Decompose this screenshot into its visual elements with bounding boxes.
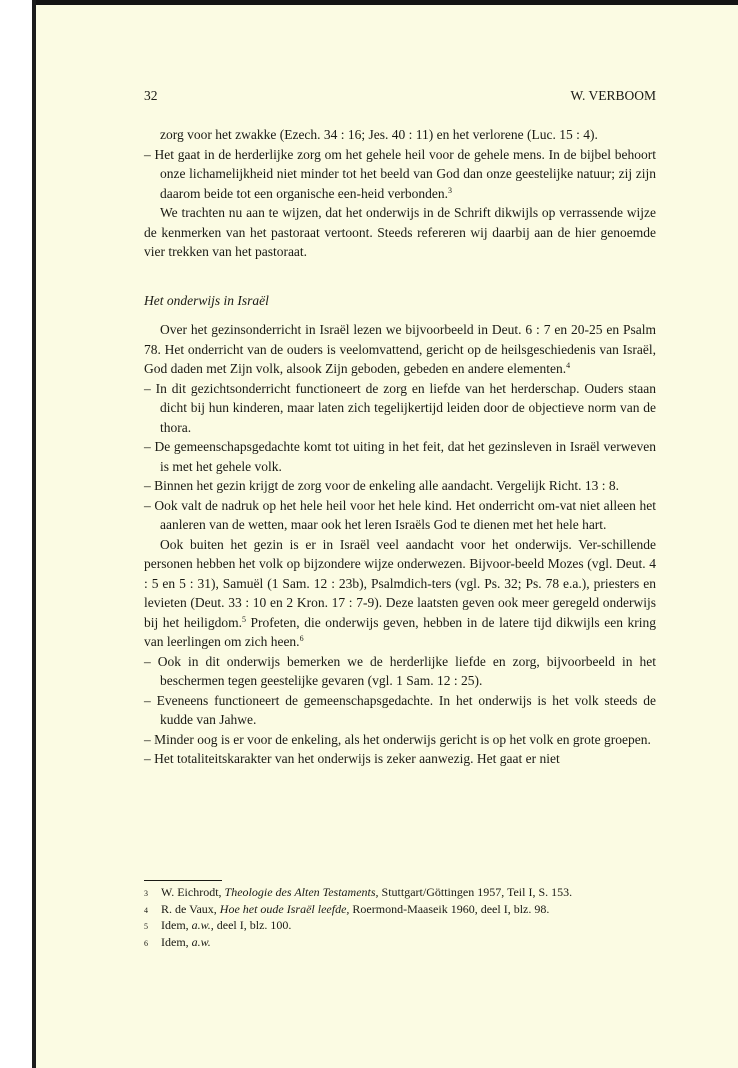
footnote: [144, 935, 656, 952]
footnote-text: [161, 918, 656, 935]
paragraph-text: – Het gaat in de herderlijke zorg om het gehele heil voor de gehele mens. In de bijbel behoort onze lichamelijkheid niet minder tot het beeld van God dan onze geestelijke natuur; zij zijn daarom beide tot een organische een-heid verbonden.: [144, 146, 656, 201]
paragraph: zorg voor het zwakke (Ezech. 34 : 16; Jes. 40 : 11) en het verlorene (Luc. 15 : 4).: [160, 127, 598, 142]
footnote-number: 5: [144, 922, 148, 931]
footnote-number: 6: [144, 938, 148, 948]
footnote-author: Idem,: [161, 934, 192, 949]
paragraph: [144, 320, 656, 379]
footnote-rule: [144, 880, 222, 881]
paragraph: [144, 535, 656, 652]
footnote-title: Theologie des Alten Testaments,: [224, 885, 379, 899]
paragraph-text: Profeten, die onderwijs geven, hebben in de latere tijd dikwijls een kring van leerlingen om zich heen.: [144, 614, 657, 649]
footnote-text: [161, 885, 656, 902]
footnote-ref: 5: [241, 614, 246, 624]
footnote-ref: 3: [448, 185, 453, 195]
paragraph-text: Ook buiten het gezin is er in Israël veel aandacht voor het onderwijs. Ver-schillende personen hebben het volk op bijzondere wijze onderwezen. Bijvoor-beeld Mozes (vgl. Deut. 4 : 5 en 5 : 31), Samuël (1 Sam. 12 : 23b), Psalmdich-ters (vgl. Ps. 32; Ps. 78 e.a.), priesters en levieten (Deut. 33 : 10 en 2 Kron. 17 : 7-9). Deze laatsten geven ook meer geregeld onderwijs bij het heiligdom.: [144, 536, 656, 630]
section-heading: Het onderwijs in Israël: [144, 292, 269, 308]
footnote-title: Hoe het oude Israël leefde,: [219, 901, 350, 916]
footnotes: [144, 885, 656, 951]
page-number: 32: [144, 88, 158, 103]
footnote-title: a.w.,: [191, 918, 214, 932]
bullet-paragraph: – Binnen het gezin krijgt de zorg voor de enkeling alle aandacht. Vergelijk Richt. 13 : 8.: [144, 478, 620, 493]
footnote: [144, 885, 656, 902]
footnote-author: R. de Vaux,: [161, 901, 220, 916]
footnote-title: a.w.: [191, 934, 211, 949]
bullet-paragraph: – In dit gezichtsonderricht functioneert de zorg en liefde van het herderschap. Ouders staan dicht bij hun kinderen, maar laten zich tegelijkertijd leiden door de objectieve norm van de thora.: [144, 380, 656, 435]
footnote-number: 3: [144, 889, 148, 898]
footnote-ref: 6: [299, 634, 304, 643]
footnote-number: 4: [144, 905, 148, 915]
footnote-text: [161, 902, 656, 919]
footnote-source: deel I, blz. 100.: [213, 918, 292, 932]
bullet-paragraph: – Minder oog is er voor de enkeling, als het onderwijs gericht is op het volk en grote groepen.: [144, 731, 651, 747]
footnote-author: W. Eichrodt,: [161, 885, 225, 899]
footnote-author: Idem,: [161, 918, 192, 932]
footnote-text: [161, 935, 656, 952]
running-head: [144, 88, 656, 104]
paragraph-text: Over het gezinsonderricht in Israël lezen we bijvoorbeeld in Deut. 6 : 7 en 20-25 en Psalm 78. Het onderricht van de ouders is veelomvattend, gericht op de heilsgeschiedenis van Israël, God daden met Zijn volk, alsook Zijn geboden, gebeden en andere elementen.: [144, 322, 656, 376]
bullet-paragraph: – De gemeenschapsgedachte komt tot uiting in het feit, dat het gezinsleven in Israël verweven is met het gehele volk.: [144, 439, 656, 474]
body-text: [144, 125, 656, 769]
bullet-paragraph: – Eveneens functioneert de gemeenschapsgedachte. In het onderwijs is het volk steeds de kudde van Jahwe.: [144, 692, 656, 727]
bullet-paragraph: – Ook valt de nadruk op het hele heil voor het hele kind. Het onderricht om-vat niet alleen het aanleren van de wetten, maar ook het leren Israëls God te dienen met het hele hart.: [144, 497, 656, 532]
bullet-paragraph: – Het totaliteitskarakter van het onderwijs is zeker aanwezig. Het gaat er niet: [144, 751, 560, 766]
footnote-source: Stuttgart/Göttingen 1957, Teil I, S. 153.: [378, 885, 573, 899]
footnote: [144, 918, 656, 935]
bullet-paragraph: – Ook in dit onderwijs bemerken we de herderlijke liefde en zorg, bijvoorbeeld in het beschermen tegen geestelijke gevaren (vgl. 1 Sam. 12 : 25).: [144, 653, 656, 688]
footnote-source: Roermond-Maaseik 1960, deel I, blz. 98.: [349, 901, 550, 916]
running-author: W. VERBOOM: [570, 88, 656, 103]
footnote: [144, 902, 656, 919]
paragraph: We trachten nu aan te wijzen, dat het onderwijs in de Schrift dikwijls op verrassende wijze de kenmerken van het pastoraat vertoont. Steeds refereren wij daarbij aan de hier genoemde vier trekken van het pastoraat.: [144, 205, 656, 259]
bullet-paragraph: [144, 145, 656, 204]
footnote-ref: 4: [566, 361, 571, 370]
